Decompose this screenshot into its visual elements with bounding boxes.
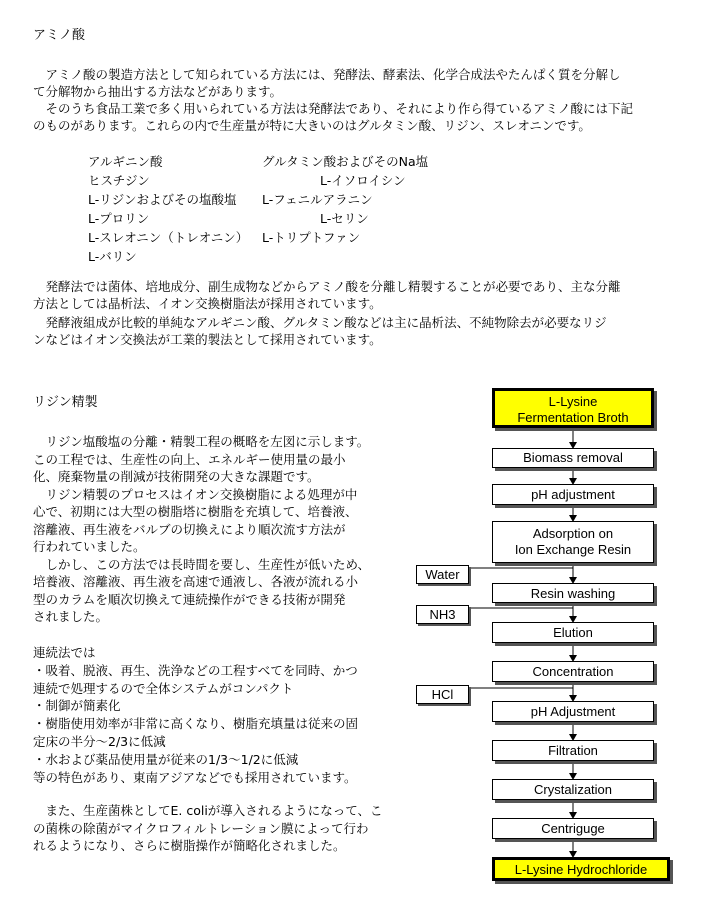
- list-item: L-フェニルアラニン: [262, 192, 373, 207]
- flow-start-line: L-Lysine: [548, 394, 598, 409]
- text-line: ・吸着、脱液、再生、洗浄などの工程すべてを同時、かつ: [33, 662, 358, 678]
- input-water-box: Water: [416, 565, 469, 584]
- text-line: 行われていました。: [33, 539, 146, 554]
- flow-step-box: Crystalization: [492, 779, 654, 800]
- text-line: 発酵液組成が比較的単純なアルギニン酸、グルタミン酸などは主に晶析法、不純物除去が必要なリジ: [33, 315, 607, 330]
- input-hcl-box: HCl: [416, 685, 469, 704]
- flow-step-box: Adsorption on Ion Exchange Resin: [492, 521, 654, 563]
- text-line: この工程では、生産性の向上、エネルギー使用量の最小: [33, 451, 346, 467]
- text-line: れるようになり、さらに樹脂操作が簡略化されました。: [33, 838, 346, 853]
- list-item: L-プロリン: [88, 211, 150, 226]
- flow-step-box: Elution: [492, 622, 654, 643]
- text-line: 型のカラムを順次切換えて連続操作ができる技術が開発: [33, 591, 346, 607]
- text-line: 連続で処理するので全体システムがコンパクト: [33, 680, 294, 696]
- text-line: ンなどはイオン交換法が工業的製法として採用されています。: [33, 332, 382, 347]
- text-line: 心で、初期には大型の樹脂塔に樹脂を充填して、培養液、: [33, 504, 358, 519]
- text-line: ・樹脂使用効率が非常に高くなり、樹脂充填量は従来の固: [33, 716, 359, 732]
- section-heading: リジン精製: [33, 395, 98, 410]
- list-item: L-トリプトファン: [262, 230, 361, 245]
- flow-start-box: [492, 388, 654, 428]
- text-line: 定床の半分～2/3に低減: [33, 733, 166, 749]
- flow-step-box: pH Adjustment: [492, 701, 654, 722]
- list-item: L-イソロイシン: [320, 173, 406, 188]
- text-line: そのうち食品工業で多く用いられている方法は発酵法であり、それにより作ら得ているアミノ酸には下記: [33, 101, 634, 116]
- flow-step-box: Biomass removal: [492, 448, 654, 468]
- text-line: しかし、この方法では長時間を要し、生産性が低いため、: [33, 556, 371, 572]
- text-line: て分解物から抽出する方法などがあります。: [33, 84, 283, 99]
- text-line: の菌株の除菌がマイクロフィルトレーション膜によって行わ: [33, 820, 369, 836]
- list-item: アルギニン酸: [88, 154, 163, 169]
- text-line: 培養液、溶離液、再生液を高速で通液し、各液が流れる小: [33, 574, 359, 589]
- list-item: グルタミン酸およびそのNa塩: [262, 154, 429, 169]
- text-line: アミノ酸の製造方法として知られている方法には、発酵法、酵素法、化学合成法やたんぱく質を分解し: [33, 67, 621, 82]
- text-line: また、生産菌株としてE. coliが導入されるようになって、こ: [33, 803, 383, 818]
- text-line: のものがあります。これらの内で生産量が特に大きいのはグルタミン酸、リジン、スレオニンです。: [33, 118, 591, 133]
- list-item: ヒスチジン: [88, 173, 150, 188]
- text-line: されました。: [33, 609, 109, 624]
- flow-end-box: L-Lysine Hydrochloride: [492, 857, 670, 881]
- text-line: リジン塩酸塩の分離・精製工程の概略を左図に示します。: [33, 434, 370, 449]
- text-line: ・制御が簡素化: [33, 698, 121, 714]
- flow-step-box: Resin washing: [492, 583, 654, 603]
- flow-step-box: pH adjustment: [492, 484, 654, 505]
- text-line: 連続法では: [33, 645, 96, 660]
- flow-step-box: Filtration: [492, 740, 654, 761]
- text-line: 方法としては晶析法、イオン交換樹脂法が採用されています。: [33, 296, 382, 311]
- list-item: L-スレオニン（トレオニン）: [88, 230, 249, 245]
- flow-start-line: Fermentation Broth: [517, 410, 629, 425]
- page-title: アミノ酸: [33, 28, 86, 43]
- text-line: 等の特色があり、東南アジアなどでも採用されています。: [33, 769, 357, 785]
- list-item: L-セリン: [320, 211, 369, 226]
- text-line: 化、廃棄物量の削減が技術開発の大きな課題です。: [33, 469, 320, 484]
- text-line: 溶離液、再生液をバルブの切換えにより順次流す方法が: [33, 521, 346, 537]
- list-item: L-バリン: [88, 249, 137, 264]
- text-line: 発酵法では菌体、培地成分、副生成物などからアミノ酸を分離し精製することが必要であり、主な分離: [33, 279, 621, 294]
- flow-step-box: Centriguge: [492, 818, 654, 839]
- flow-step-box: Concentration: [492, 661, 654, 682]
- text-line: ・水および薬品使用量が従来の1/3～1/2に低減: [33, 751, 299, 767]
- input-nh3-box: NH3: [416, 605, 469, 624]
- list-item: L-リジンおよびその塩酸塩: [88, 192, 237, 207]
- text-line: リジン精製のプロセスはイオン交換樹脂による処理が中: [33, 486, 358, 502]
